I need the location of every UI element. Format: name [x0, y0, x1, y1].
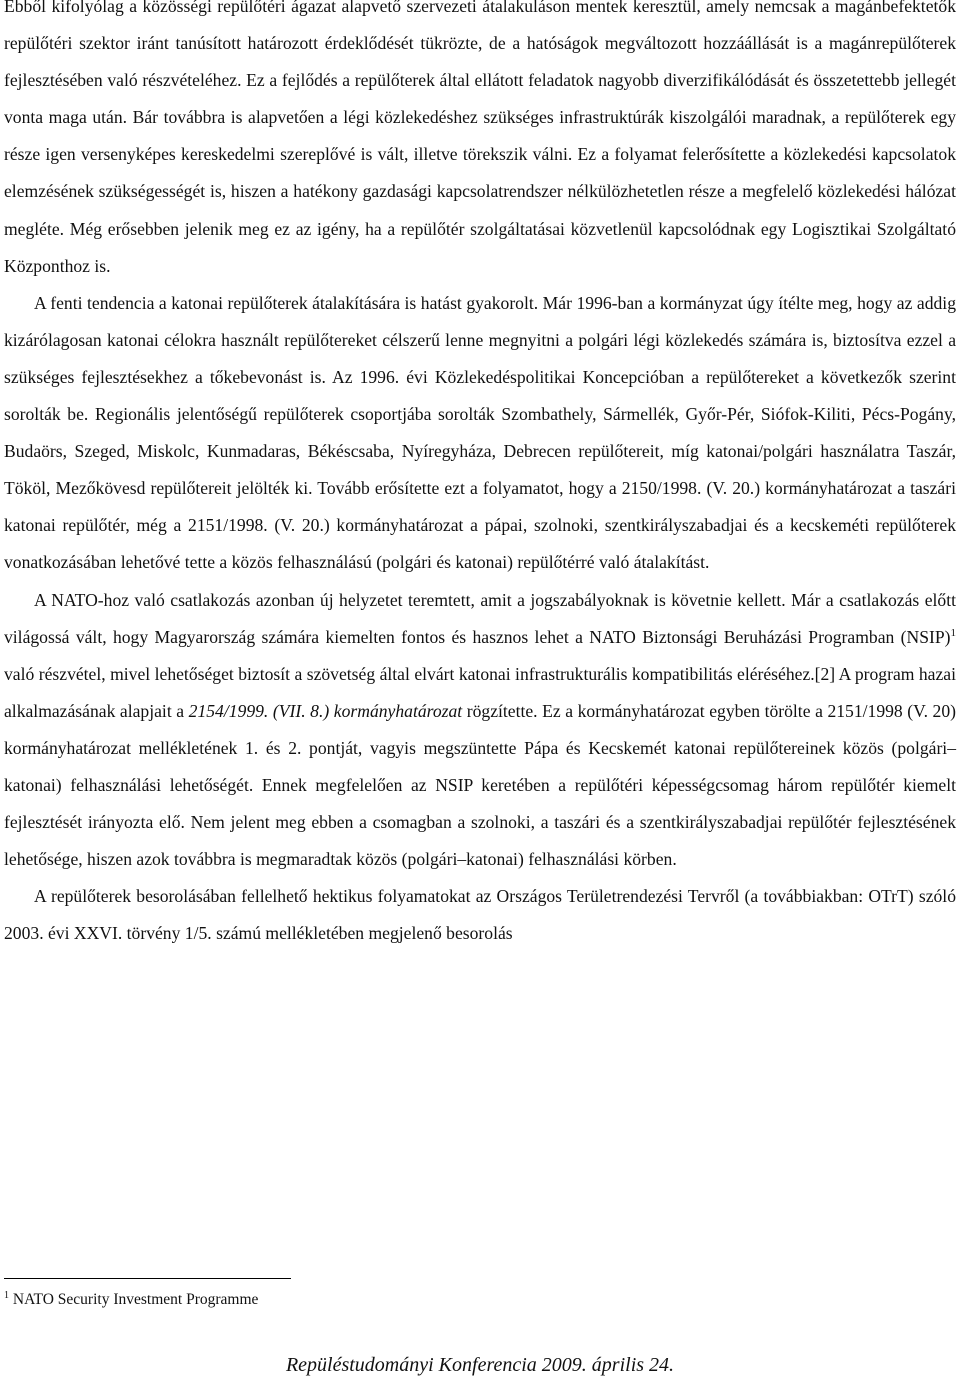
paragraph-3-part-3: rögzítette. Ez a kormányhatározat egyben törölte a 2151/1998 (V. 20) kormányhatározat mellékletének 1. és 2. pontját, vagyis megszüntette Pápa és Kecskemét katonai repülőtereinek közös (polgári–katonai) felhasználási lehetőségét. Ennek megfelelően az NSIP keretében a repülőtéri képességcsomag három repülőtér kiemelt fejlesztését irányozta elő. Nem jelent meg ebben a csomagban a szolnoki, a taszári és a szentkirályszabadjai repülőtér fejlesztésének lehetősége, hiszen azok továbbra is megmaradtak közös (polgári–katonai) felhasználási körben.	[4, 700, 956, 870]
paragraph-3-italic-ref: 2154/1999. (VII. 8.) kormányhatározat	[188, 700, 463, 721]
footnote-text: NATO Security Investment Programme	[9, 1291, 259, 1308]
footnote-separator	[4, 1278, 291, 1279]
document-page	[4, 0, 956, 952]
paragraph-4: A repülőterek besorolásában fellelhető hektikus folyamatokat az Országos Területrendezési Tervről (a továbbiakban: OTrT) szóló 2003. évi XXVI. törvény 1/5. számú mellékletében megjelenő besorolás	[4, 886, 956, 944]
paragraph-3	[4, 582, 956, 879]
paragraph-3-part-2: való részvétel, mivel lehetőséget biztosít a szövetség által elvárt katonai infrastrukturális kompatibilitás eléréséhez.[2] A program hazai alkalmazásának alapjait a	[4, 663, 956, 721]
footnote-ref[interactable]: 1	[950, 626, 956, 639]
paragraph-3-part-1: A NATO-hoz való csatlakozás azonban új helyzetet teremtett, amit a jogszabályoknak is követnie kellett. Már a csatlakozás előtt világossá vált, hogy Magyarország számára kiemelten fontos és hasznos lehet a NATO Biztonsági Beruházási Programban (NSIP)	[4, 589, 956, 647]
footnote	[4, 1290, 258, 1310]
paragraph-2: A fenti tendencia a katonai repülőterek átalakítására is hatást gyakorolt. Már 1996-ban a kormányzat úgy ítélte meg, hogy az addig kizárólagosan katonai célokra használt repülőtereket célszerű lenne megnyitni a polgári légi közlekedés számára is, biztosítva ezzel a szükséges fejlesztésekhez a tőkebevonást is. Az 1996. évi Közlekedéspolitikai Koncepcióban a repülőtereket a következők szerint sorolták be. Regionális jelentőségű repülőterek csoportjába sorolták Szombathely, Sármellék, Győr-Pér, Siófok-Kiliti, Pécs-Pogány, Budaörs, Szeged, Miskolc, Kunmadaras, Békéscsaba, Nyíregyháza, Debrecen repülőtereit, míg katonai/polgári használatra Taszár, Tököl, Mezőkövesd repülőtereit jelölték ki. Tovább erősítette ezt a folyamatot, hogy a 2150/1998. (V. 20.) kormányhatározat a taszári katonai repülőtér, még a 2151/1998. (V. 20.) kormányhatározat a pápai, szolnoki, szentkirályszabadjai és a kecskeméti repülőterek vonatkozásában lehetővé tette a közös felhasználású (polgári és katonai) repülőtérré való átalakítást.	[4, 292, 956, 573]
body-text	[4, 0, 956, 952]
paragraph-1: Ebből kifolyólag a közösségi repülőtéri ágazat alapvető szervezeti átalakuláson mentek keresztül, amely nemcsak a magánbefektetők repülőtéri szektor iránt tanúsított határozott érdeklődését tükrözte, de a hatóságok megváltozott hozzáállását is a magánrepülőterek fejlesztésében való részvételéhez. Ez a fejlődés a repülőterek által ellátott feladatok nagyobb diverzifikálódását és összetettebb jellegét vonta maga után. Bár továbbra is alapvetően a légi közlekedéshez szükséges infrastruktúrák kiszolgálói maradnak, a repülőterek egy része igen versenyképes kereskedelmi szereplővé is vált, illetve törekszik válni. Ez a folyamat felerősítette a közlekedési kapcsolatok elemzésének szükségességét is, hiszen a hatékony gazdasági kapcsolatrendszer nélkülözhetetlen része a megfelelő közlekedési hálózat megléte. Még erősebben jelenik meg ez az igény, ha a repülőtér szolgáltatásai közvetlenül kapcsolódnak egy Logisztikai Szolgáltató Központhoz is.	[4, 0, 956, 276]
page-footer: Repüléstudományi Konferencia 2009. április 24.	[285, 1354, 675, 1376]
footnote-marker: 1	[4, 1289, 9, 1301]
